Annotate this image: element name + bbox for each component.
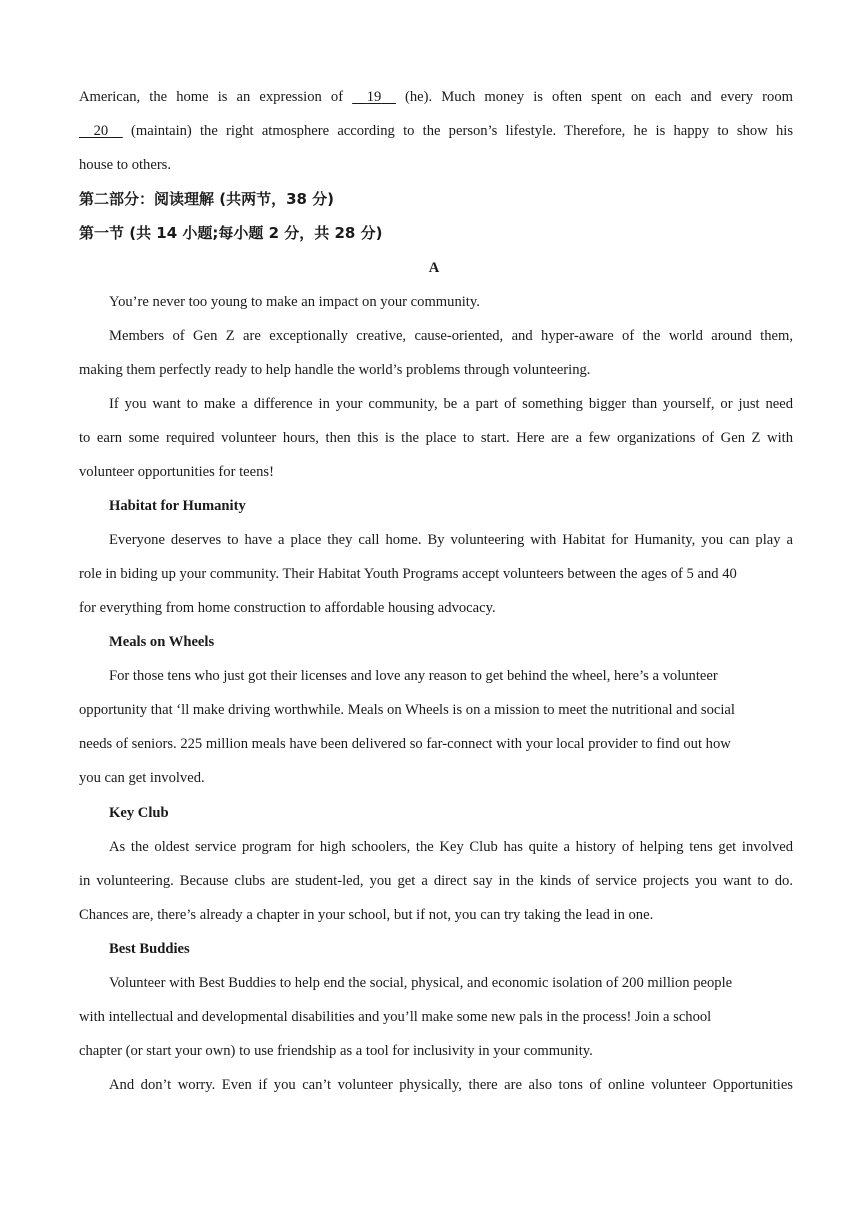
paragraph-line: You’re never too young to make an impact on your community. [109,294,480,310]
paragraph-line: opportunity that ‘ll make driving worthwhile. Meals on Wheels is on a mission to meet the nutritional and social [79,702,735,718]
subheading-meals: Meals on Wheels [109,634,215,650]
section1-title: 第一节 (共 14 小题;每小题 2 分，共 28 分) [79,224,383,242]
cloze-line-3: house to others. [79,157,172,173]
blank-20 [79,121,123,141]
paragraph-line: needs of seniors. 225 million meals have been delivered so far-connect with your local provider to find out how [79,736,731,752]
paragraph-line: For those tens who just got their licenses and love any reason to get behind the wheel, here’s a volunteer [109,668,718,684]
passage-label: A [428,260,440,276]
blank-19 [352,87,396,107]
paragraph-line: Everyone deserves to have a place they call home. By volunteering with Habitat for Humanity, you can play a [109,532,793,548]
blank-19-number: 19 [366,89,382,105]
subheading-key-club: Key Club [109,805,169,821]
cloze-text: (he). Much money is often spent on each and every room [395,89,793,105]
paragraph-line: making them perfectly ready to help handle the world’s problems through volunteering. [79,362,591,378]
paragraph-line: Chances are, there’s already a chapter in your school, but if not, you can try taking the lead in one. [79,907,654,923]
paragraph-line: Members of Gen Z are exceptionally creative, cause-oriented, and hyper-aware of the world around them, [109,328,793,344]
cloze-line-1 [79,87,793,107]
paragraph-line: Volunteer with Best Buddies to help end the social, physical, and economic isolation of 200 million people [109,975,733,991]
paragraph-line: If you want to make a difference in your community, be a part of something bigger than yourself, or just need [109,396,793,412]
cloze-text: (maintain) the right atmosphere according to the person’s lifestyle. Therefore, he is happy to show his [122,123,793,139]
paragraph-line: for everything from home construction to affordable housing advocacy. [79,600,496,616]
paragraph-line: volunteer opportunities for teens! [79,464,274,480]
paragraph-line: As the oldest service program for high schoolers, the Key Club has quite a history of helping tens get involved [109,839,793,855]
cloze-text: American, the home is an expression of [79,89,353,105]
paragraph-line: with intellectual and developmental disabilities and you’ll make some new pals in the process! Join a school [79,1009,712,1025]
paragraph-line: And don’t worry. Even if you can’t volunteer physically, there are also tons of online volunteer Opportunities [109,1077,793,1093]
blank-20-number: 20 [93,123,109,139]
paragraph-line: in volunteering. Because clubs are student-led, you get a direct say in the kinds of service projects you want to do. [79,873,793,889]
cloze-line-2 [79,121,793,141]
subheading-best-buddies: Best Buddies [109,941,190,957]
subheading-habitat: Habitat for Humanity [109,498,246,514]
paragraph-line: to earn some required volunteer hours, then this is the place to start. Here are a few organizations of Gen Z with [79,430,793,446]
paragraph-line: you can get involved. [79,770,205,786]
paragraph-line: role in biding up your community. Their Habitat Youth Programs accept volunteers between the ages of 5 and 40 [79,566,737,582]
paragraph-line: chapter (or start your own) to use friendship as a tool for inclusivity in your community. [79,1043,593,1059]
part2-title: 第二部分：阅读理解 (共两节，38 分) [79,190,335,208]
